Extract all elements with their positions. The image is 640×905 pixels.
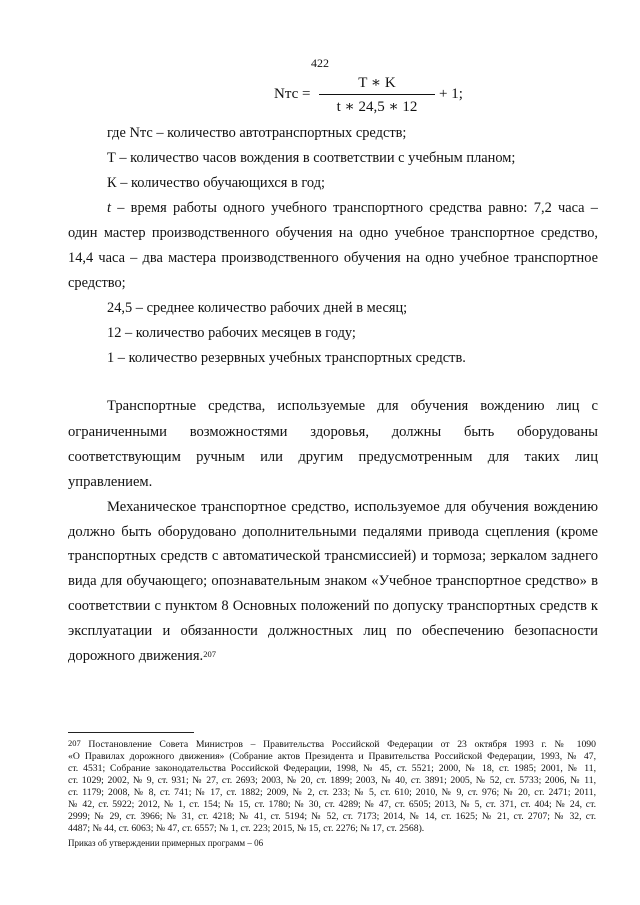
definition-months: 12 – количество рабочих месяцев в году;: [107, 325, 356, 341]
footnote-line-1: $^{207}$ Постановление Совета Министров – Правительства Российской Федерации от 23 октября 1993 г. № 1090: [68, 739, 596, 750]
paragraph-2-line-2: должно быть оборудовано дополнительными педалями привода сцепления (кроме: [68, 524, 598, 540]
footnote-line-2: «О Правилах дорожного движения» (Собрание актов Президента и Правительства Российской Федерации, 1993, № 47,: [68, 751, 596, 762]
definition-time-line-4: средство;: [68, 275, 126, 291]
definition-reserve: 1 – количество резервных учебных транспортных средств.: [107, 350, 466, 366]
paragraph-2-line-3: транспортных средств с автоматической трансмиссией) и тормоза; зеркалом заднего: [68, 548, 598, 564]
formula-rhs: + 1;: [439, 86, 463, 102]
paragraph-2-line-5: соответствии с пунктом 8 Основных положений по допуску транспортных средств к: [68, 598, 598, 614]
footnote-line-8: 4487; № 44, ст. 6063; № 47, ст. 6557; № 1, ст. 223; 2015, № 15, ст. 2276; № 17, ст. 2568).: [68, 823, 425, 834]
page-footer: Приказ об утверждении примерных программ – 06: [68, 838, 264, 848]
formula-denominator: t ∗ 24,5 ∗ 12: [336, 99, 418, 115]
time-symbol: t –: [107, 200, 125, 216]
definition-ntc: где Nтс – количество автотранспортных средств;: [107, 125, 407, 141]
footnote-line-6: № 42, ст. 5922; 2012, № 1, ст. 154; № 15, ст. 1780; № 30, ст. 4289; № 47, ст. 6505; 2013, № 5, ст. 371, ст. 404; № 24, ст.: [68, 799, 596, 810]
definition-time-line-2: один мастер производственного обучения на одно учебное транспортное средство,: [68, 225, 598, 241]
paragraph-2-line-4: вида для обучающего; опознавательным знаком «Учебное транспортное средство» в: [68, 573, 598, 589]
paragraph-2-line-6: эксплуатации и обязанности должностных лиц по обеспечению безопасности: [68, 623, 598, 639]
footnote-separator: [68, 732, 194, 733]
paragraph-2-line-1: Механическое транспортное средство, используемое для обучения вождению: [107, 499, 598, 515]
formula-lhs: Nтс =: [274, 86, 311, 102]
formula-fraction: [319, 74, 435, 116]
footnote-line-7: 2999; № 29, ст. 3966; № 31, ст. 4218; № 41, ст. 5194; № 52, ст. 7173; 2014, № 14, ст. 1625; № 21, ст. 2707; № 32, ст.: [68, 811, 596, 822]
footnote-reference[interactable]: 207: [203, 649, 216, 659]
page-number: 422: [311, 56, 329, 70]
footnote-number: 207: [68, 739, 81, 748]
footnote-line-3: ст. 4531; Собрание законодательства Российской Федерации, 1998, № 45, ст. 5521; 2000, № 18, ст. 1985; 2001, № 11,: [68, 763, 596, 774]
paragraph-1-line-4: управлением.: [68, 474, 153, 490]
paragraph-1-line-1: Транспортные средства, используемые для обучения вождению лиц с: [107, 398, 598, 414]
formula-numerator: T ∗ K: [358, 75, 396, 91]
definition-t-hours: Т – количество часов вождения в соответствии с учебным планом;: [107, 150, 516, 166]
definition-days: 24,5 – среднее количество рабочих дней в месяц;: [107, 300, 408, 316]
definition-time-line-1: t – время работы одного учебного транспортного средства равно: 7,2 часа –: [107, 200, 598, 216]
definition-k: К – количество обучающихся в год;: [107, 175, 326, 191]
paragraph-1-line-3: соответствующим ручным или другим предусмотренным для таких лиц: [68, 449, 598, 465]
fraction-bar: [319, 94, 435, 95]
footnote-line-4: ст. 1029; 2002, № 9, ст. 931; № 27, ст. 2693; 2003, № 20, ст. 1899; 2003, № 40, ст. 3891; 2005, № 52, ст. 5733; 2006, № 11,: [68, 775, 596, 786]
paragraph-2-line-7: дорожного движения.$^{207}$: [68, 648, 216, 664]
definition-time-line-3: 14,4 часа – два мастера производственного обучения на одно учебное транспортное: [68, 250, 598, 266]
footnote-line-5: ст. 1179; 2008, № 8, ст. 741; № 17, ст. 1882; 2009, № 2, ст. 233; № 5, ст. 610; 2010, № 9, ст. 976; № 20, ст. 2471; 2011,: [68, 787, 596, 798]
paragraph-1-line-2: ограниченными возможностями здоровья, должны быть оборудованы: [68, 424, 598, 440]
